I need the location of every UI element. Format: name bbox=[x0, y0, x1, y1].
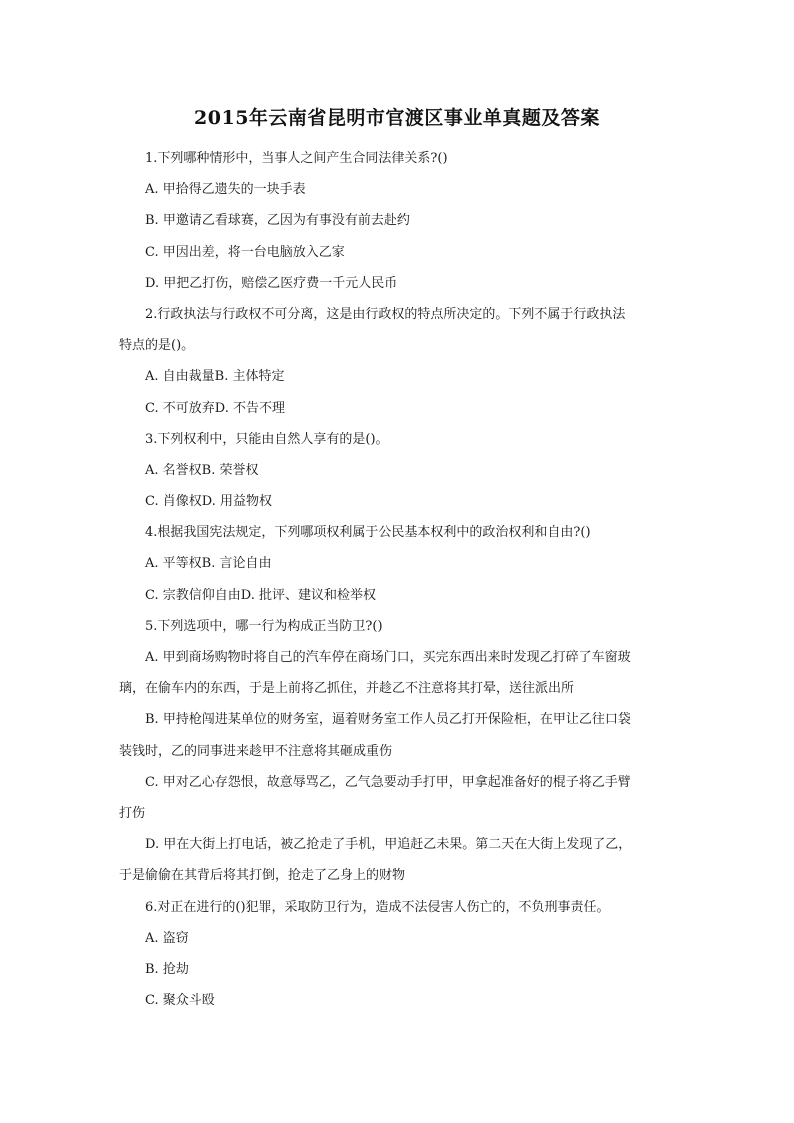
question-5-option-c-continued: 打伤 bbox=[119, 805, 146, 821]
question-1-option-b: B. 甲邀请乙看球赛，乙因为有事没有前去赴约 bbox=[145, 213, 410, 229]
question-5: 5.下列选项中，哪一行为构成正当防卫?() bbox=[145, 618, 383, 634]
question-1-option-a: A. 甲拾得乙遗失的一块手表 bbox=[145, 182, 306, 198]
question-5-option-a: A. 甲到商场购物时将自己的汽车停在商场门口，买完东西出来时发现乙打碎了车窗玻 bbox=[145, 650, 631, 665]
question-5-option-b: B. 甲持枪闯进某单位的财务室，逼着财务室工作人员乙打开保险柜，在甲让乙往口袋 bbox=[145, 712, 631, 728]
question-5-option-d: D. 甲在大街上打电话，被乙抢走了手机，甲追赶乙未果。第二天在大街上发现了乙， bbox=[145, 837, 632, 853]
question-6-option-c: C. 聚众斗殴 bbox=[145, 993, 215, 1009]
question-1-option-c: C. 甲因出差，将一台电脑放入乙家 bbox=[145, 244, 345, 260]
question-5-option-c: C. 甲对乙心存怨恨，故意辱骂乙，乙气急要动手打甲，甲拿起准备好的棍子将乙手臂 bbox=[145, 774, 631, 790]
question-5-option-a-continued: 璃，在偷车内的东西，于是上前将乙抓住，并趁乙不注意将其打晕，送往派出所 bbox=[119, 681, 575, 697]
question-2-options-cd: C. 不可放弃D. 不告不理 bbox=[145, 400, 285, 416]
question-2: 2.行政执法与行政权不可分离，这是由行政权的特点所决定的。下列不属于行政执法 bbox=[145, 306, 626, 322]
question-6-option-a: A. 盗窃 bbox=[145, 930, 189, 946]
question-5-option-b-continued: 装钱时，乙的同事进来趁甲不注意将其砸成重伤 bbox=[119, 743, 393, 759]
question-1-option-d: D. 甲把乙打伤，赔偿乙医疗费一千元人民币 bbox=[145, 275, 398, 291]
question-5-option-d-continued: 于是偷偷在其背后将其打倒，抢走了乙身上的财物 bbox=[119, 868, 406, 884]
question-4: 4.根据我国宪法规定，下列哪项权利属于公民基本权利中的政治权利和自由?() bbox=[145, 525, 591, 541]
question-1: 1.下列哪种情形中，当事人之间产生合同法律关系?() bbox=[145, 151, 448, 166]
document-body bbox=[119, 143, 679, 1016]
question-4-options-ab: A. 平等权B. 言论自由 bbox=[145, 556, 272, 572]
question-6-option-b: B. 抢劫 bbox=[145, 961, 189, 977]
question-3-options-cd: C. 肖像权D. 用益物权 bbox=[145, 494, 272, 510]
question-2-continued: 特点的是()。 bbox=[119, 338, 195, 354]
document-title: 2015年云南省昆明市官渡区事业单真题及答案 bbox=[194, 107, 600, 129]
question-6: 6.对正在进行的()犯罪，采取防卫行为，造成不法侵害人伤亡的，不负刑事责任。 bbox=[145, 899, 610, 915]
question-4-options-cd: C. 宗教信仰自由D. 批评、建议和检举权 bbox=[145, 587, 376, 603]
question-3: 3.下列权利中，只能由自然人享有的是()。 bbox=[145, 431, 389, 447]
question-3-options-ab: A. 名誉权B. 荣誉权 bbox=[145, 462, 259, 478]
question-2-options-ab: A. 自由裁量B. 主体特定 bbox=[145, 369, 285, 385]
